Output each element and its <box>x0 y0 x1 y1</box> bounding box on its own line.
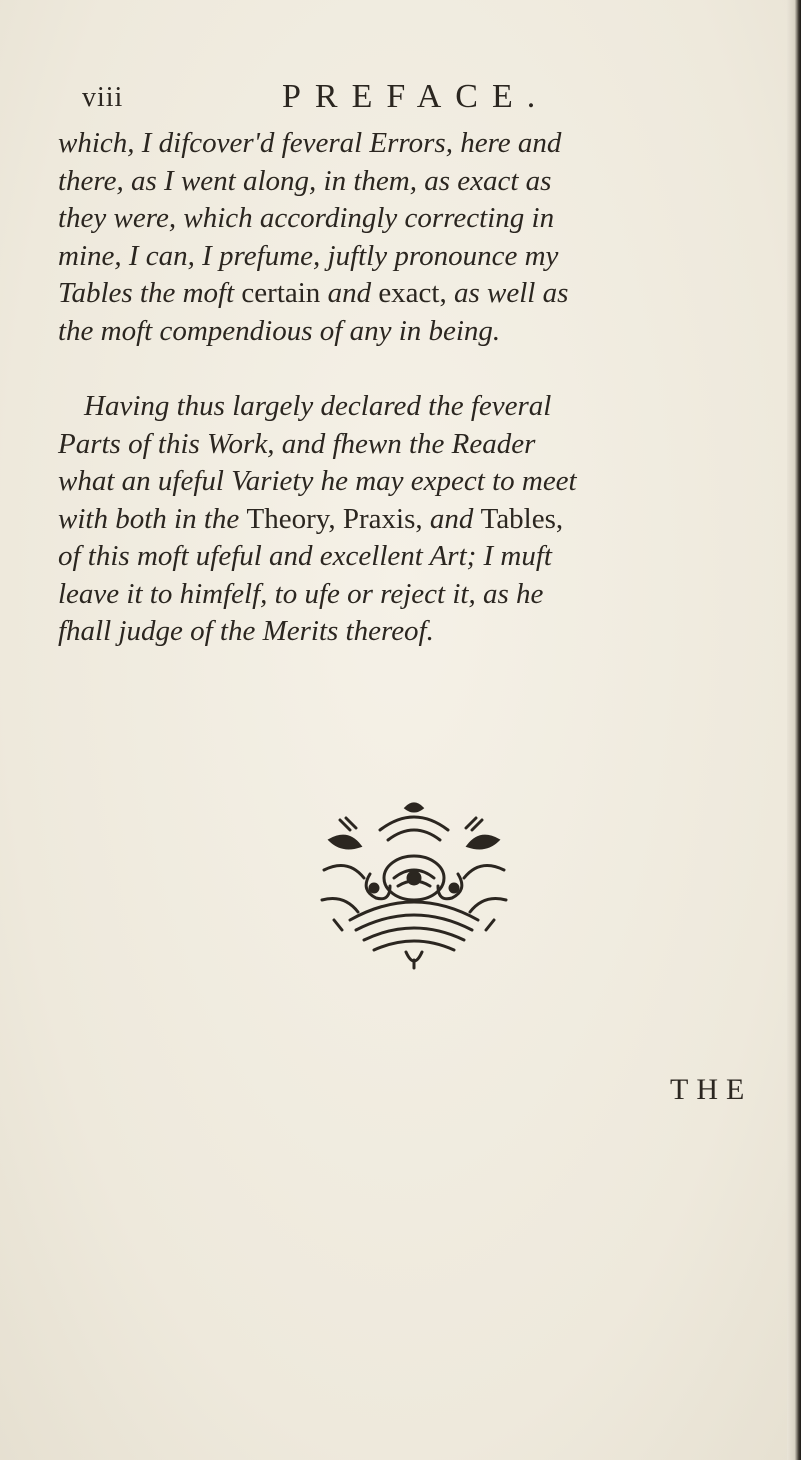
text-line: they were, which accordingly correcting in <box>58 202 555 234</box>
page-header <box>82 78 722 118</box>
text-run: with both in the <box>58 502 240 535</box>
page-edge-shadow <box>787 0 801 1460</box>
text-run-roman: certain <box>241 277 321 309</box>
floral-tailpiece-ornament-icon <box>310 800 518 970</box>
text-run: and <box>327 277 372 309</box>
text-line: Parts of this Work, and fhewn the Reader <box>58 427 536 460</box>
paragraph-gap <box>58 350 748 388</box>
running-title: PREFACE. <box>282 78 550 115</box>
text-line: mine, I can, I prefume, juftly pronounce my <box>58 239 559 272</box>
paragraph-1 <box>58 125 748 350</box>
text-run-roman: exact, <box>378 277 447 309</box>
paragraph-2 <box>58 388 748 651</box>
text-run-roman: Praxis, <box>342 502 423 535</box>
text-line: Having thus largely declared the feveral <box>84 390 552 422</box>
text-line: the moft compendious of any in being. <box>58 314 501 347</box>
preface-text <box>58 125 748 651</box>
text-line: what an ufeful Variety he may expect to meet <box>58 465 577 497</box>
text-line-mixed <box>58 501 748 539</box>
page-number: viii <box>82 82 124 113</box>
text-line: fhall judge of the Merits thereof. <box>58 615 434 647</box>
text-line: leave it to himfelf, to ufe or reject it, as he <box>58 577 544 610</box>
text-run: and <box>429 502 474 535</box>
text-line: of this moft ufeful and excellent Art; I muft <box>58 540 552 572</box>
text-run: as well as <box>453 277 569 309</box>
text-line: there, as I went along, in them, as exact as <box>58 164 552 197</box>
text-line-mixed <box>58 275 748 313</box>
text-run-roman: Tables, <box>480 502 564 535</box>
text-run: Tables the moft <box>58 277 235 309</box>
text-line: which, I difcover'd feveral Errors, here and <box>58 127 562 159</box>
text-run-roman: Theory, <box>246 502 336 535</box>
catchword: THE <box>670 1073 753 1106</box>
